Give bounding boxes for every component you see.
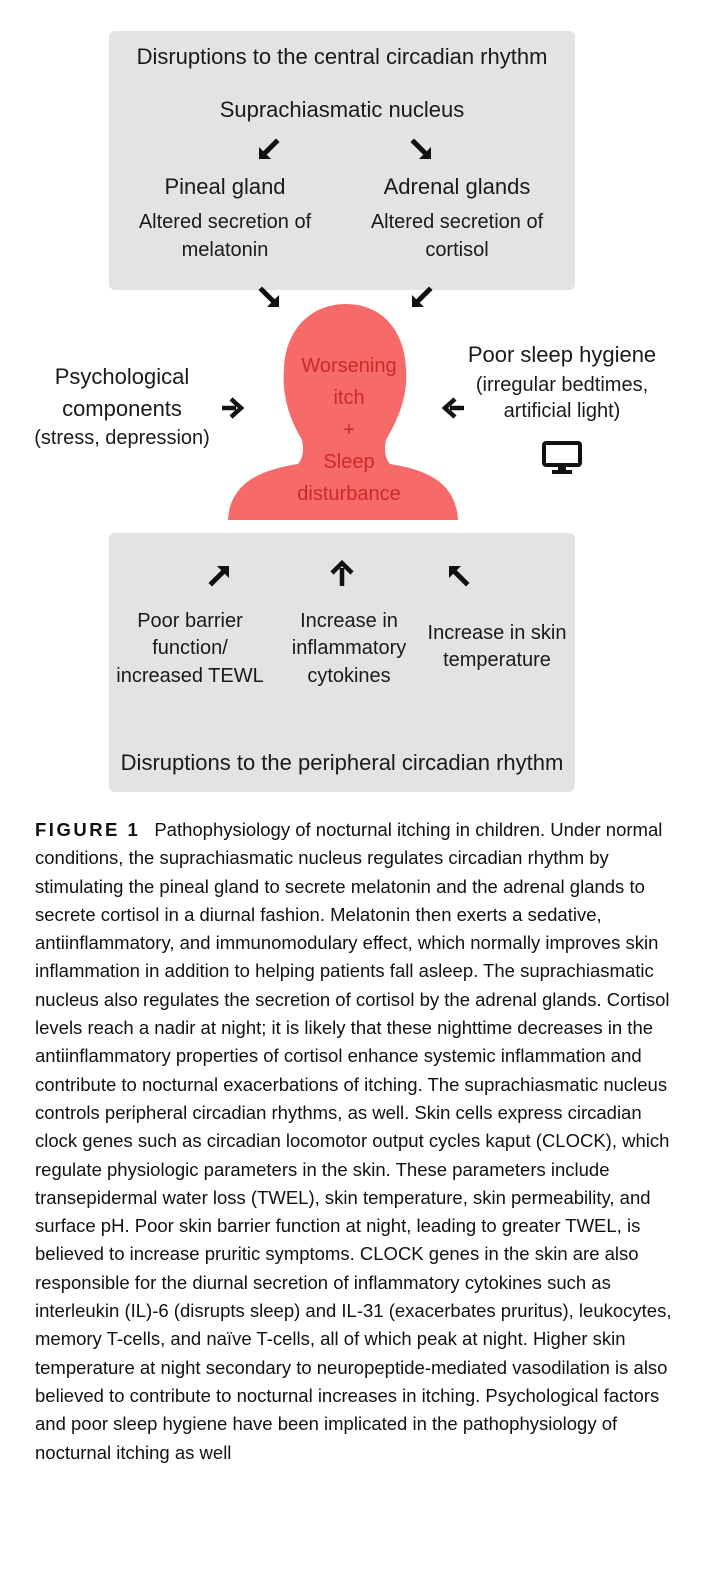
hygiene-line-3: artificial light) (503, 400, 621, 422)
arrow-left-icon (438, 392, 470, 424)
barrier-line-3: increased TEWL (116, 665, 264, 687)
caption-text: Pathophysiology of nocturnal itching in children. Under normal conditions, the suprachiasmatic nucleus regulates circadian rhythm by stimulating the pineal gland to secrete melatonin and the adrenal glands to secrete cortisol in a diurnal fashion. Melatonin then exerts a sedative, antiinflammatory, and immunomodulary effect, which normally improves skin inflammation in addition to helping patients fall asleep. The suprachiasmatic nucleus also regulates the secretion of cortisol by the adrenal glands. Cortisol levels reach a nadir at night; it is likely that these nighttime decreases in the antiinflammatory properties of cortisol enhance systemic inflammation and contribute to nocturnal exacerbations of itching. The suprachiasmatic nucleus controls peripheral circadian rhythms, as well. Skin cells express circadian clock genes such as circadian locomotor output cycles kaput (CLOCK), which regulate physiologic parameters in the skin. These parameters include transepidermal water loss (TWEL), skin temperature, skin permeability, and surface pH. Poor skin barrier function at night, leading to greater TWEL, is believed to increase pruritic symptoms. CLOCK genes in the skin are also responsible for the diurnal secretion of inflammatory cytokines such as interleukin (IL)-6 (disrupts sleep) and IL-31 (exacerbates pruritus), leukocytes, memory T-cells, and naïve T-cells, all of which peak at night. Higher skin temperature at night secondary to neuropeptide-mediated vasodilation is also believed to contribute to nocturnal increases in itching. Psychological factors and poor sleep hygiene have been implicated in the pathophysiology of nocturnal itching as well (35, 819, 672, 1463)
arrow-up-left-icon (442, 559, 474, 591)
pineal-line-1: Altered secretion of (138, 211, 312, 233)
psych-line-3: (stress, depression) (34, 427, 210, 449)
scn-label: Suprachiasmatic nucleus (219, 97, 465, 122)
arrow-down-left-icon (252, 134, 284, 166)
head-text-2: itch (333, 387, 365, 409)
arrow-up-icon (326, 558, 358, 590)
arrow-right-icon (216, 392, 248, 424)
peripheral-box-title: Disruptions to the peripheral circadian rhythm (120, 750, 564, 775)
head-text-5: disturbance (297, 483, 401, 505)
central-box-title: Disruptions to the central circadian rhythm (136, 44, 548, 69)
cytokines-line-2: inflammatory (291, 637, 407, 659)
cytokines-line-1: Increase in (300, 610, 398, 632)
arrow-down-right-icon (406, 134, 438, 166)
figure-caption (35, 816, 675, 1467)
barrier-line-2: function/ (152, 637, 228, 659)
cytokines-line-3: cytokines (307, 665, 391, 687)
temperature-line-1: Increase in skin (427, 622, 567, 644)
figure-label: FIGURE 1 (35, 819, 141, 840)
adrenal-line-2: cortisol (425, 239, 489, 261)
barrier-line-1: Poor barrier (137, 610, 243, 632)
head-text-3: + (343, 419, 355, 441)
temperature-line-2: temperature (443, 649, 551, 671)
head-text-4: Sleep (323, 451, 375, 473)
monitor-icon (542, 441, 582, 475)
pineal-gland-title: Pineal gland (164, 174, 286, 199)
pineal-line-2: melatonin (181, 239, 269, 261)
adrenal-line-1: Altered secretion of (370, 211, 544, 233)
adrenal-glands-title: Adrenal glands (383, 174, 531, 199)
hygiene-line-2: (irregular bedtimes, (475, 374, 649, 396)
psych-line-2: components (62, 396, 182, 421)
psych-line-1: Psychological (54, 364, 190, 389)
head-text-1: Worsening (301, 355, 397, 377)
hygiene-line-1: Poor sleep hygiene (467, 342, 657, 367)
arrow-up-right-icon (204, 559, 236, 591)
